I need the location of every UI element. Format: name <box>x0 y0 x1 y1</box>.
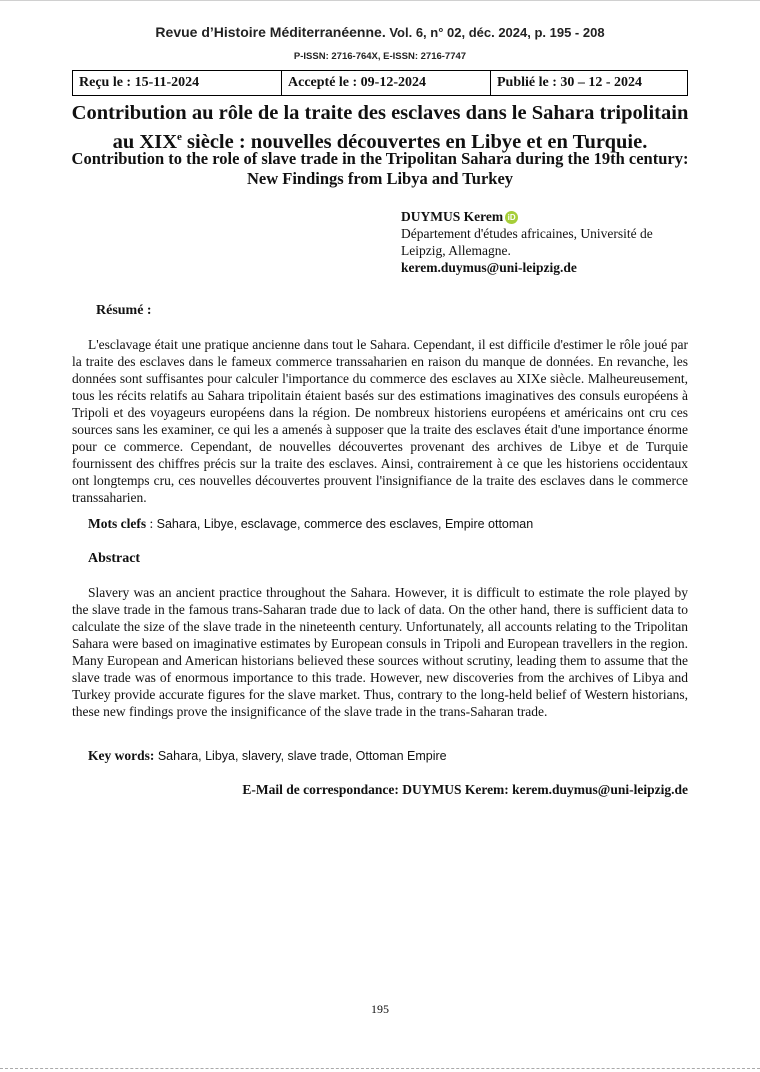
resume-paragraph: L'esclavage était une pratique ancienne dans tout le Sahara. Cependant, il est difficile d'estimer le rôle joué par la traite des esclaves dans le fameux commerce transsaharien en raison du manque de données. En revanche, les données sont suffisantes pour calculer l'importance du commerce des esclaves au XIXe siècle. Malheureusement, tous les récits relatifs au Sahara tripolitain étaient basés sur des estimations imaginatives des consuls européens à Tripoli et des voyageurs européens dans la région. De nombreux historiens européens et américains ont cru ces sources sans les examiner, ce qui les a amenés à supposer que la traite des esclaves était d'une importance énorme pour ce commerce. Cependant, de nouvelles découvertes provenant des archives de Libye et de Turquie fournissent des chiffres précis sur la traite des esclaves. Ainsi, contrairement à ce que les historiens occidentaux ont longtemps cru, ces nouvelles découvertes prouvent l'insignifiance de la traite des esclaves dans le commerce transsaharien. <box>72 337 688 505</box>
dates-table <box>72 70 688 96</box>
issn-line: P-ISSN: 2716-764X, E-ISSN: 2716-7747 <box>293 51 467 62</box>
published-date: Publié le : 30 – 12 - 2024 <box>491 71 688 96</box>
abstract-heading: Abstract <box>88 551 141 566</box>
article-title-fr <box>60 101 700 154</box>
abstract-paragraph: Slavery was an ancient practice throughout the Sahara. However, it is difficult to estimate the role played by the slave trade in the famous trans-Saharan trade due to lack of data. On the other hand, there is sufficient data to calculate the size of the slave trade in the nineteenth century. Unfortunately, all accounts relating to the Tripolitan Sahara were based on imaginative estimates by European consuls in Tripoli and European travellers in the region. Many European and American historians believed these sources without scrutiny, leading them to assume that the slave trade was of enormous importance to this trade. However, new discoveries from the archives of Libya and Turkey provide accurate figures for the slave market. Thus, contrary to the long-held belief of Western historians, these new findings prove the insignificance of the slave trade in the trans-Saharan trade. <box>72 585 688 719</box>
received-date: Reçu le : 15-11-2024 <box>73 71 282 96</box>
key-words-line <box>88 748 447 764</box>
title-fr-part2: siècle : nouvelles découvertes en Libye et en Turquie. <box>181 130 648 153</box>
mots-clefs-line <box>88 516 533 532</box>
orcid-icon[interactable]: iD <box>505 211 518 224</box>
journal-header <box>0 24 760 40</box>
title-fr-part1: Contribution au rôle de la traite des esclaves dans le Sahara tripolitain au XIX <box>71 102 689 153</box>
key-words-text: Sahara, Libya, slavery, slave trade, Ottoman Empire <box>154 749 447 763</box>
author-email[interactable]: kerem.duymus@uni-leipzig.de <box>401 260 577 275</box>
article-title-en: Contribution to the role of slave trade in the Tripolitan Sahara during the 19th century: New Findings from Libya and Turkey <box>71 149 689 188</box>
correspondence-line: E-Mail de correspondance: DUYMUS Kerem: kerem.duymus@uni-leipzig.de <box>242 782 688 797</box>
page-number: 195 <box>371 1002 389 1016</box>
journal-issue: Vol. 6, n° 02, déc. 2024, p. 195 - 208 <box>385 25 605 40</box>
key-words-label: Key words: <box>88 748 155 763</box>
author-block <box>401 208 691 276</box>
mots-clefs-text: Sahara, Libye, esclavage, commerce des esclaves, Empire ottoman <box>156 517 534 531</box>
title-fr-superscript: e <box>177 131 182 143</box>
accepted-date: Accepté le : 09-12-2024 <box>282 71 491 96</box>
bottom-border <box>0 1068 760 1069</box>
author-affiliation: Département d'études africaines, Université de Leipzig, Allemagne. <box>401 226 653 258</box>
top-border <box>0 0 760 1</box>
mots-clefs-label: Mots clefs <box>88 516 147 531</box>
mots-clefs-separator: : <box>146 516 157 531</box>
author-name: DUYMUS Kerem <box>401 209 504 224</box>
resume-heading: Résumé : <box>96 303 152 318</box>
journal-name: Revue d’Histoire Méditerranéenne. <box>155 24 386 40</box>
